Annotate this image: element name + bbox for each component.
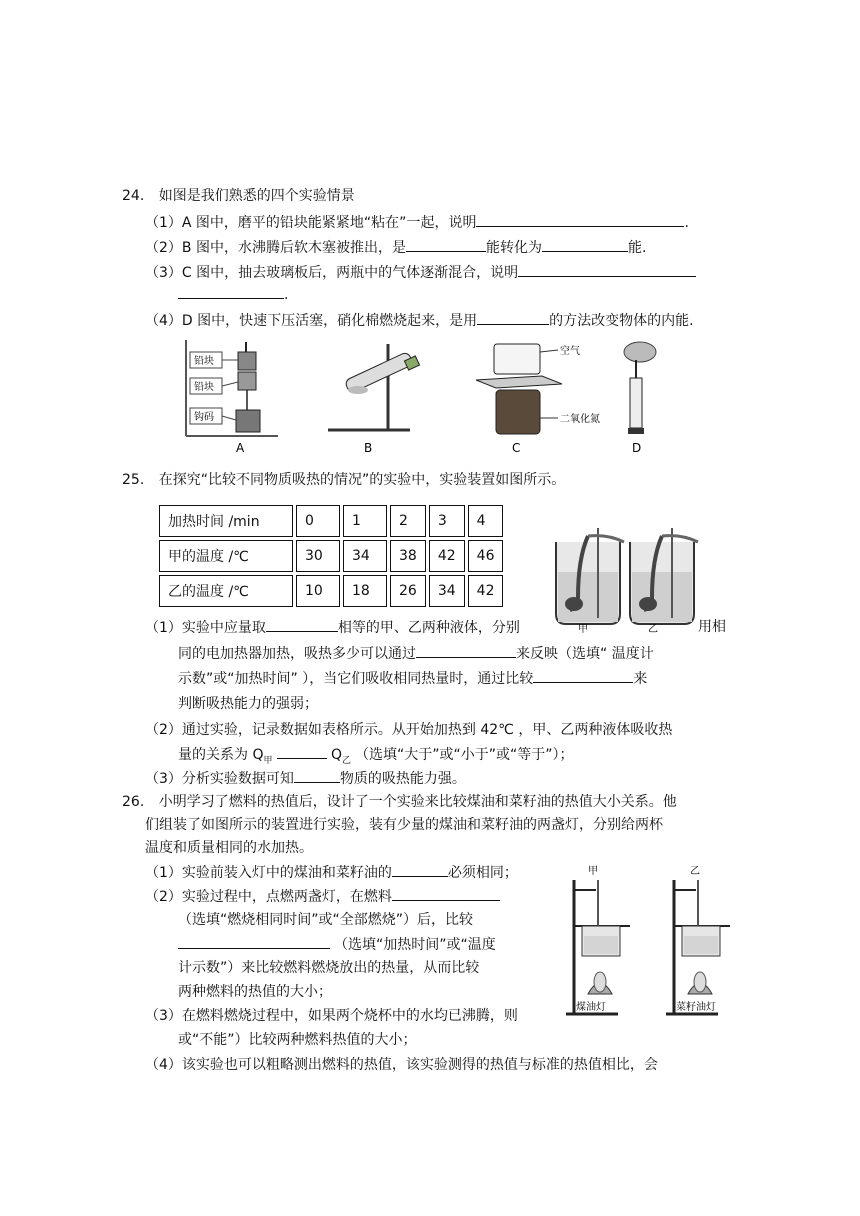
q26-p1-text-b: 必须相同； xyxy=(447,865,518,881)
q26-p2-text-a: （2）实验过程中，点燃两盏灯，在燃料 xyxy=(145,889,392,905)
table-cell: 18 xyxy=(343,575,387,607)
q26-intro-line3 xyxy=(145,838,313,858)
label-jia: 甲 xyxy=(578,624,588,635)
q24-part4 xyxy=(145,310,694,331)
label-rapeseed-lamp: 菜籽油灯 xyxy=(676,1002,716,1013)
table-cell: 1 xyxy=(343,505,387,537)
q24-p2-text-c: 能. xyxy=(627,240,647,256)
beaker-jia xyxy=(556,528,624,624)
q25-p2-text-c: Q xyxy=(330,747,342,763)
q26-part2-line4 xyxy=(178,958,479,978)
answer-blank[interactable] xyxy=(392,862,448,877)
table-cell: 38 xyxy=(390,540,426,572)
q24-p3-text-b: . xyxy=(284,287,289,303)
q24-p1-end: . xyxy=(684,215,689,231)
q25-part3 xyxy=(145,768,466,789)
q26-intro-line1 xyxy=(122,792,677,812)
q25-p3-text-b: 物质的吸热能力强。 xyxy=(339,771,466,787)
table-cell: 42 xyxy=(468,575,504,607)
q26-p3-text-a: （3）在燃料燃烧过程中，如果两个烧杯中的水均已沸腾，则 xyxy=(145,1008,518,1024)
q24-p3-text-a: （3）C 图中，抽去玻璃板后，两瓶中的气体逐渐混合，说明 xyxy=(145,265,519,281)
answer-blank[interactable] xyxy=(533,668,633,683)
table-cell: 46 xyxy=(468,540,504,572)
answer-blank[interactable] xyxy=(476,212,684,227)
table-cell: 2 xyxy=(390,505,426,537)
q26-part4 xyxy=(145,1055,658,1075)
figure-b-test-tube xyxy=(328,344,420,430)
table-cell: 0 xyxy=(296,505,340,537)
q25-part2-line2 xyxy=(178,744,574,771)
answer-blank[interactable] xyxy=(277,744,327,759)
q25-p1-text-b: 相等的甲、乙两种液体，分别 xyxy=(337,620,520,636)
label-lead-2: 铅块 xyxy=(194,382,214,393)
q25-part1 xyxy=(145,617,520,638)
q25-p3-text-a: （3）分析实验数据可知 xyxy=(145,771,294,787)
q26-part1 xyxy=(145,862,518,883)
q25-number: 25. xyxy=(122,472,145,488)
label-no2: 二氧化氮 xyxy=(560,414,600,425)
label-weight: 钩码 xyxy=(194,412,214,423)
answer-blank[interactable] xyxy=(266,617,338,632)
table-cell: 34 xyxy=(429,575,465,607)
q24-number: 24. xyxy=(122,188,145,204)
stand-yi xyxy=(666,880,730,1014)
q25-data-table xyxy=(156,502,506,610)
q26-intro-2: 们组装了如图所示的装置进行实验，装有少量的煤油和菜籽油的两盏灯，分别给两杯 xyxy=(145,817,663,833)
q25-p2-text-d: （选填“大于”或“小于”或“等于”）； xyxy=(355,747,574,763)
table-cell: 甲的温度 /℃ xyxy=(159,540,293,572)
table-cell: 42 xyxy=(429,540,465,572)
q25-p1-text-c: 用相 xyxy=(698,619,726,635)
q25-p1-text-a: （1）实验中应量取 xyxy=(145,620,266,636)
q25-p1-text-e: 来反映（选填“ 温度计 xyxy=(516,646,654,662)
figure-c-gas-jars xyxy=(476,344,562,434)
stand-jia xyxy=(566,880,630,1014)
q25-p2-text-a: （2）通过实验，记录数据如表格所示。从开始加热到 42℃ ，甲、乙两种液体吸收热 xyxy=(145,722,673,738)
table-cell: 10 xyxy=(296,575,340,607)
q26-intro-1: 小明学习了燃料的热值后，设计了一个实验来比较煤油和菜籽油的热值大小关系。他 xyxy=(158,794,677,810)
q26-part3 xyxy=(145,1006,518,1026)
q25-part1-line4 xyxy=(178,694,318,714)
answer-blank[interactable] xyxy=(477,310,549,325)
beaker-yi xyxy=(630,528,698,624)
q26-p2-text-d: 计示数”）来比较燃料燃烧放出的热量，从而比较 xyxy=(178,960,480,976)
answer-blank[interactable] xyxy=(178,934,330,949)
answer-blank[interactable] xyxy=(542,237,628,252)
q24-title-line xyxy=(122,186,355,206)
q24-experiment-figure xyxy=(178,338,678,458)
q25-title-line xyxy=(122,470,565,490)
q25-part1-tail xyxy=(698,617,726,637)
q25-title: 在探究“比较不同物质吸热的情况”的实验中，实验装置如图所示。 xyxy=(158,472,566,488)
q24-p4-text-a: （4）D 图中，快速下压活塞，硝化棉燃烧起来，是用 xyxy=(145,313,478,329)
q26-part2-line5 xyxy=(178,982,332,1002)
q24-p1-text: （1）A 图中，磨平的铅块能紧紧地“粘在”一起，说明 xyxy=(145,215,477,231)
q24-p2-text-a: （2）B 图中，水沸腾后软木塞被推出，是 xyxy=(145,240,406,256)
q26-part3-line2 xyxy=(178,1030,417,1050)
q26-number: 26. xyxy=(122,794,145,810)
q26-intro-line2 xyxy=(145,815,663,835)
table-cell: 4 xyxy=(468,505,504,537)
label-c: C xyxy=(512,441,521,455)
q24-p4-text-b: 的方法改变物体的内能. xyxy=(549,313,694,329)
q25-p1-text-f: 示数”或“加热时间” ），当它们吸收相同热量时，通过比较 xyxy=(178,671,534,687)
q25-p1-text-d: 同的电加热器加热，吸热多少可以通过 xyxy=(178,646,416,662)
q25-p1-text-h: 判断吸热能力的强弱； xyxy=(178,696,318,712)
answer-blank[interactable] xyxy=(406,237,486,252)
table-cell: 26 xyxy=(390,575,426,607)
q25-beakers-figure xyxy=(548,528,708,636)
label-b: B xyxy=(364,441,373,455)
table-cell: 加热时间 /min xyxy=(159,505,293,537)
q26-p4-text-a: （4）该实验也可以粗略测出燃料的热值，该实验测得的热值与标准的热值相比，会 xyxy=(145,1057,658,1073)
table-cell: 乙的温度 /℃ xyxy=(159,575,293,607)
answer-blank[interactable] xyxy=(294,768,340,783)
answer-blank[interactable] xyxy=(392,886,500,901)
q26-p2-text-b: （选填“燃烧相同时间”或“全部燃烧”）后，比较 xyxy=(178,912,474,928)
q24-part2 xyxy=(145,237,646,258)
q25-part2 xyxy=(145,720,672,740)
q26-p1-text-a: （1）实验前装入灯中的煤油和菜籽油的 xyxy=(145,865,392,881)
table-cell: 30 xyxy=(296,540,340,572)
q26-part2-line2 xyxy=(178,910,473,930)
label-air: 空气 xyxy=(560,346,580,357)
q24-part1 xyxy=(145,212,689,233)
q24-p2-text-b: 能转化为 xyxy=(485,240,542,256)
q26-p2-text-e: 两种燃料的热值的大小； xyxy=(178,984,332,1000)
answer-blank[interactable] xyxy=(416,643,516,658)
table-row xyxy=(159,540,503,572)
label-d: D xyxy=(632,441,642,455)
q25-part1-line3 xyxy=(178,668,647,689)
q25-subscript-yi: 乙 xyxy=(341,755,351,766)
label-yi: 乙 xyxy=(648,624,658,635)
table-cell: 3 xyxy=(429,505,465,537)
table-cell: 34 xyxy=(343,540,387,572)
q26-part2 xyxy=(145,886,500,907)
q25-part1-line2 xyxy=(178,643,654,664)
q25-subscript-jia: 甲 xyxy=(263,755,273,766)
q26-part2-line3 xyxy=(178,934,496,955)
label-kerosene-lamp: 煤油灯 xyxy=(576,1002,606,1013)
label-lead-1: 铅块 xyxy=(194,356,214,367)
answer-blank[interactable] xyxy=(518,262,696,277)
q26-p3-text-b: 或“不能”）比较两种燃料热值的大小； xyxy=(178,1032,417,1048)
table-row xyxy=(159,505,503,537)
q24-part3-cont xyxy=(178,284,288,305)
q25-p1-text-g: 来 xyxy=(633,671,648,687)
q25-p2-text-b: 量的关系为 Q xyxy=(178,747,264,763)
label-yi: 乙 xyxy=(690,866,700,877)
q26-p2-text-c: （选填“加热时间”或“温度 xyxy=(334,937,496,953)
q24-part3 xyxy=(145,262,696,283)
label-a: A xyxy=(236,441,245,455)
table-row xyxy=(159,575,503,607)
q26-burner-figure xyxy=(548,864,748,1024)
figure-d-piston xyxy=(624,342,656,434)
answer-blank[interactable] xyxy=(178,284,284,299)
q24-title: 如图是我们熟悉的四个实验情景 xyxy=(158,188,355,204)
label-jia: 甲 xyxy=(588,866,598,877)
q26-intro-3: 温度和质量相同的水加热。 xyxy=(145,840,313,856)
